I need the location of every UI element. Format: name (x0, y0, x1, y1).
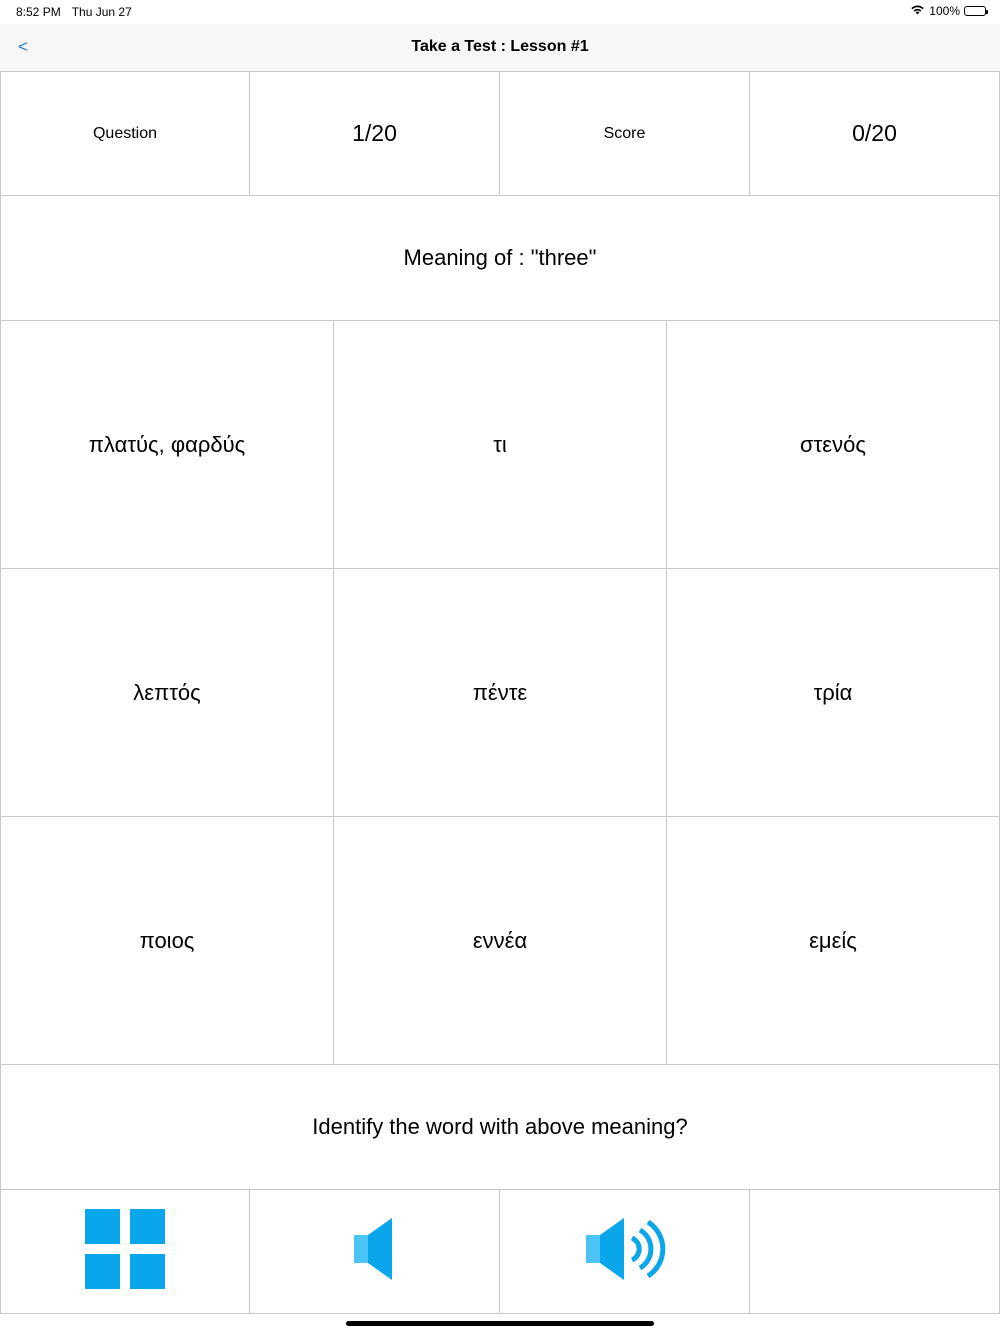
status-date: Thu Jun 27 (71, 5, 132, 19)
options-row-1 (0, 321, 1000, 570)
question-counter: 1/20 (249, 71, 500, 196)
answer-option[interactable]: πλατύς, φαρδύς (0, 320, 334, 569)
answer-option[interactable]: στενός (666, 320, 1000, 569)
home-indicator (346, 1321, 654, 1326)
speaker-button[interactable] (249, 1189, 500, 1314)
options-row-3 (0, 817, 1000, 1066)
empty-toolbar-cell (749, 1189, 1000, 1314)
answer-option[interactable]: εννέα (333, 816, 667, 1065)
wifi-icon (910, 4, 925, 18)
speaker-loud-button[interactable] (499, 1189, 750, 1314)
score-value: 0/20 (749, 71, 1000, 196)
prompt-row (0, 1065, 1000, 1191)
navigation-bar (0, 24, 1000, 72)
answer-option[interactable]: τι (333, 320, 667, 569)
speaker-loud-icon (582, 1216, 668, 1287)
back-button[interactable]: < (18, 37, 28, 56)
battery-percent: 100% (929, 4, 960, 18)
question-label: Question (0, 71, 250, 196)
speaker-mute-icon (350, 1216, 400, 1287)
answer-option[interactable]: εμείς (666, 816, 1000, 1065)
options-row-2 (0, 569, 1000, 818)
battery-icon (964, 6, 986, 16)
question-text: Meaning of : "three" (0, 195, 1000, 321)
prompt-text: Identify the word with above meaning? (0, 1064, 1000, 1190)
answer-option[interactable]: λεπτός (0, 568, 334, 817)
menu-button[interactable] (0, 1189, 250, 1314)
score-label: Score (499, 71, 750, 196)
status-time: 8:52 PM (16, 5, 61, 19)
page-title: Take a Test : Lesson #1 (411, 38, 589, 55)
answer-option[interactable]: ποιος (0, 816, 334, 1065)
grid-menu-icon (85, 1209, 165, 1294)
toolbar-row (0, 1190, 1000, 1315)
status-bar (0, 0, 1000, 24)
answer-option[interactable]: πέντε (333, 568, 667, 817)
question-row (0, 196, 1000, 321)
answer-option[interactable]: τρία (666, 568, 1000, 817)
info-row (0, 72, 1000, 197)
